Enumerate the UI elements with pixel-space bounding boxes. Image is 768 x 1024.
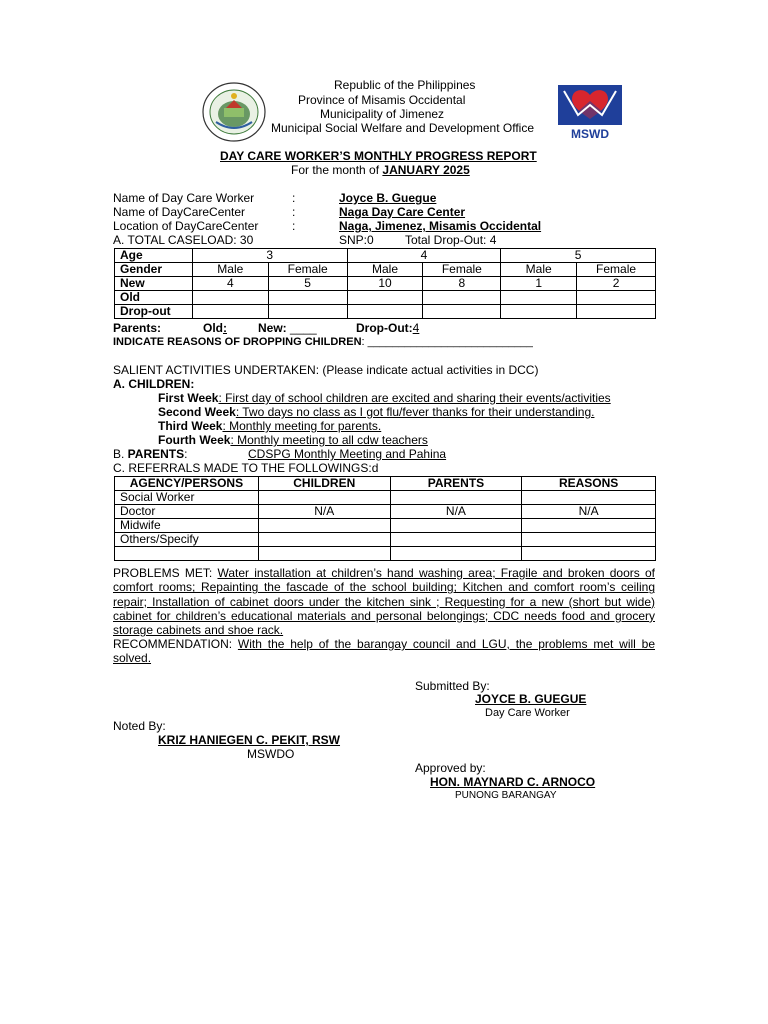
table-cell: Midwife	[115, 519, 259, 533]
table-cell	[522, 547, 656, 561]
week-first	[158, 391, 611, 405]
table-cell	[577, 305, 656, 319]
table-cell	[192, 291, 268, 305]
referrals-header-row	[115, 477, 656, 491]
table-cell: 8	[423, 277, 501, 291]
table-cell: 10	[347, 277, 423, 291]
caseload-total: A. TOTAL CASELOAD: 30	[113, 233, 254, 247]
report-month-value: JANUARY 2025	[382, 163, 470, 177]
gender-cell: Female	[423, 263, 501, 277]
age-row	[115, 249, 656, 263]
week-third-value: : Monthly meeting for parents.	[222, 419, 382, 433]
approved-by-title: PUNONG BARANGAY	[455, 790, 557, 801]
week-second-value: : Two days no class as I got flu/fever thanks for their understanding.	[235, 405, 595, 419]
info-worker-label: Name of Day Care Worker	[113, 191, 255, 205]
gender-cell: Male	[347, 263, 423, 277]
info-location-value: Naga, Jimenez, Misamis Occidental	[339, 219, 542, 233]
table-cell: 4	[192, 277, 268, 291]
table-cell: N/A	[522, 505, 656, 519]
dropping-reasons-label: INDICATE REASONS OF DROPPING CHILDREN	[113, 336, 362, 348]
age-label: Age	[115, 249, 193, 263]
gender-cell: Female	[268, 263, 347, 277]
parents-activity-sep: :	[184, 447, 188, 461]
table-cell	[268, 305, 347, 319]
week-first-value: : First day of school children are excited and sharing their events/activities	[218, 391, 611, 405]
table-cell	[115, 547, 259, 561]
parents-activity-value: CDSPG Monthly Meeting and Pahina	[248, 447, 447, 461]
parents-activity	[113, 447, 187, 461]
column-header: AGENCY/PERSONS	[115, 477, 259, 491]
report-month	[291, 163, 470, 177]
submitted-by-name: JOYCE B. GUEGUE	[475, 692, 587, 706]
approved-by-name: HON. MAYNARD C. ARNOCO	[430, 775, 596, 789]
mswd-logo	[556, 83, 624, 141]
table-cell: Doctor	[115, 505, 259, 519]
dropping-reasons-value: : ___________________________	[361, 336, 533, 348]
noted-by-title: MSWDO	[247, 747, 295, 761]
parents-dropout	[356, 321, 419, 335]
table-cell	[390, 519, 522, 533]
info-center-label: Name of DayCareCenter	[113, 205, 246, 219]
parents-new-value: ____	[290, 321, 317, 335]
week-fourth-label: Fourth Week	[158, 433, 231, 447]
header-republic: Republic of the Philippines	[334, 78, 476, 92]
parents-new	[258, 321, 317, 335]
problems-met	[113, 566, 655, 637]
parents-old-value: :	[223, 321, 227, 335]
table-cell	[501, 305, 577, 319]
week-fourth-value: : Monthly meeting to all cdw teachers	[230, 433, 428, 447]
week-second	[158, 405, 594, 419]
children-heading: A. CHILDREN:	[113, 377, 195, 391]
mswd-logo-text: MSWD	[571, 127, 609, 141]
column-header: REASONS	[522, 477, 656, 491]
table-cell: Social Worker	[115, 491, 259, 505]
table-cell: 1	[501, 277, 577, 291]
table-row	[115, 533, 656, 547]
table-cell	[501, 291, 577, 305]
salient-heading: SALIENT ACTIVITIES UNDERTAKEN: (Please indicate actual activities in DCC)	[113, 363, 539, 377]
table-cell	[258, 533, 390, 547]
info-location-label: Location of DayCareCenter	[113, 219, 259, 233]
table-cell	[258, 519, 390, 533]
table-row	[115, 519, 656, 533]
table-cell	[258, 547, 390, 561]
noted-by-name: KRIZ HANIEGEN C. PEKIT, RSW	[158, 733, 341, 747]
table-cell	[423, 291, 501, 305]
gender-cell: Male	[501, 263, 577, 277]
week-fourth	[158, 433, 428, 447]
caseload-dropout: Total Drop-Out: 4	[405, 233, 497, 247]
municipal-seal-logo	[202, 82, 266, 142]
referrals-table	[114, 476, 656, 561]
gender-cell: Female	[577, 263, 656, 277]
parents-new-label: New:	[258, 321, 291, 335]
noted-by-label: Noted By:	[113, 719, 166, 733]
submitted-by-title: Day Care Worker	[485, 707, 570, 719]
dropout-label: Drop-out	[115, 305, 193, 319]
gender-cell: Male	[192, 263, 268, 277]
parents-old	[203, 321, 227, 335]
table-cell: N/A	[390, 505, 522, 519]
table-cell	[347, 291, 423, 305]
parents-dropout-value: 4	[412, 321, 420, 335]
table-cell	[258, 491, 390, 505]
new-row	[115, 277, 656, 291]
info-center-sep: :	[292, 205, 296, 219]
old-row	[115, 291, 656, 305]
table-cell: 2	[577, 277, 656, 291]
problems-met-text: Water installation at children’s hand washing area; Fragile and broken doors of comfort rooms; Repainting the fascade of the school building; Kitchen and comfort room’s ceiling repair; Installation of cabinet doors under the kitchen sink ; Requesting for a new (short but wide) cabinet for children’s educational materials and personal belongings; CDC needs food and grocery storage cabinets and shoe rack.	[113, 566, 655, 638]
header-office: Municipal Social Welfare and Development Office	[271, 121, 535, 135]
problems-met-label: PROBLEMS MET:	[113, 566, 213, 580]
week-third-label: Third Week	[158, 419, 223, 433]
week-first-label: First Week	[158, 391, 219, 405]
column-header: CHILDREN	[258, 477, 390, 491]
gender-label: Gender	[115, 263, 193, 277]
info-location-sep: :	[292, 219, 296, 233]
table-cell: 5	[268, 277, 347, 291]
referrals-heading: C. REFERRALS MADE TO THE FOLLOWINGS:d	[113, 461, 379, 475]
week-third	[158, 419, 381, 433]
table-cell	[522, 533, 656, 547]
parents-activity-prefix: B.	[113, 447, 128, 461]
caseload-snp: SNP:0	[339, 233, 374, 247]
table-row	[115, 505, 656, 519]
report-title: DAY CARE WORKER’S MONTHLY PROGRESS REPORT	[220, 149, 537, 163]
parents-label: Parents:	[113, 321, 162, 335]
table-cell	[577, 291, 656, 305]
column-header: PARENTS	[390, 477, 522, 491]
parents-dropout-label: Drop-Out:	[356, 321, 413, 335]
week-second-label: Second Week	[158, 405, 236, 419]
parents-activity-label: PARENTS	[127, 447, 185, 461]
table-cell	[347, 305, 423, 319]
table-cell	[390, 491, 522, 505]
report-month-prefix: For the month of	[291, 163, 383, 177]
table-cell	[522, 491, 656, 505]
table-cell	[522, 519, 656, 533]
header-province: Province of Misamis Occidental	[298, 93, 466, 107]
dropout-row	[115, 305, 656, 319]
table-cell: Others/Specify	[115, 533, 259, 547]
submitted-by-label: Submitted By:	[415, 679, 490, 693]
gender-row	[115, 263, 656, 277]
info-worker-value: Joyce B. Guegue	[339, 191, 437, 205]
table-row	[115, 491, 656, 505]
table-cell	[268, 291, 347, 305]
old-label: Old	[115, 291, 193, 305]
age-4: 4	[347, 249, 501, 263]
recommendation-text: With the help of the barangay council and LGU, the problems met will be solved.	[113, 637, 655, 666]
age-5: 5	[501, 249, 656, 263]
parents-old-label: Old	[203, 321, 223, 335]
age-3: 3	[192, 249, 347, 263]
info-worker-sep: :	[292, 191, 296, 205]
table-cell	[390, 547, 522, 561]
table-cell	[390, 533, 522, 547]
table-row	[115, 547, 656, 561]
approved-by-label: Approved by:	[415, 761, 486, 775]
dropping-reasons	[113, 335, 533, 349]
table-cell: N/A	[258, 505, 390, 519]
recommendation	[113, 637, 655, 666]
header-municipality: Municipality of Jimenez	[320, 107, 445, 121]
info-center-value: Naga Day Care Center	[339, 205, 466, 219]
table-cell	[192, 305, 268, 319]
table-cell	[423, 305, 501, 319]
recommendation-label: RECOMMENDATION:	[113, 637, 233, 651]
age-table	[114, 248, 656, 319]
new-label: New	[115, 277, 193, 291]
